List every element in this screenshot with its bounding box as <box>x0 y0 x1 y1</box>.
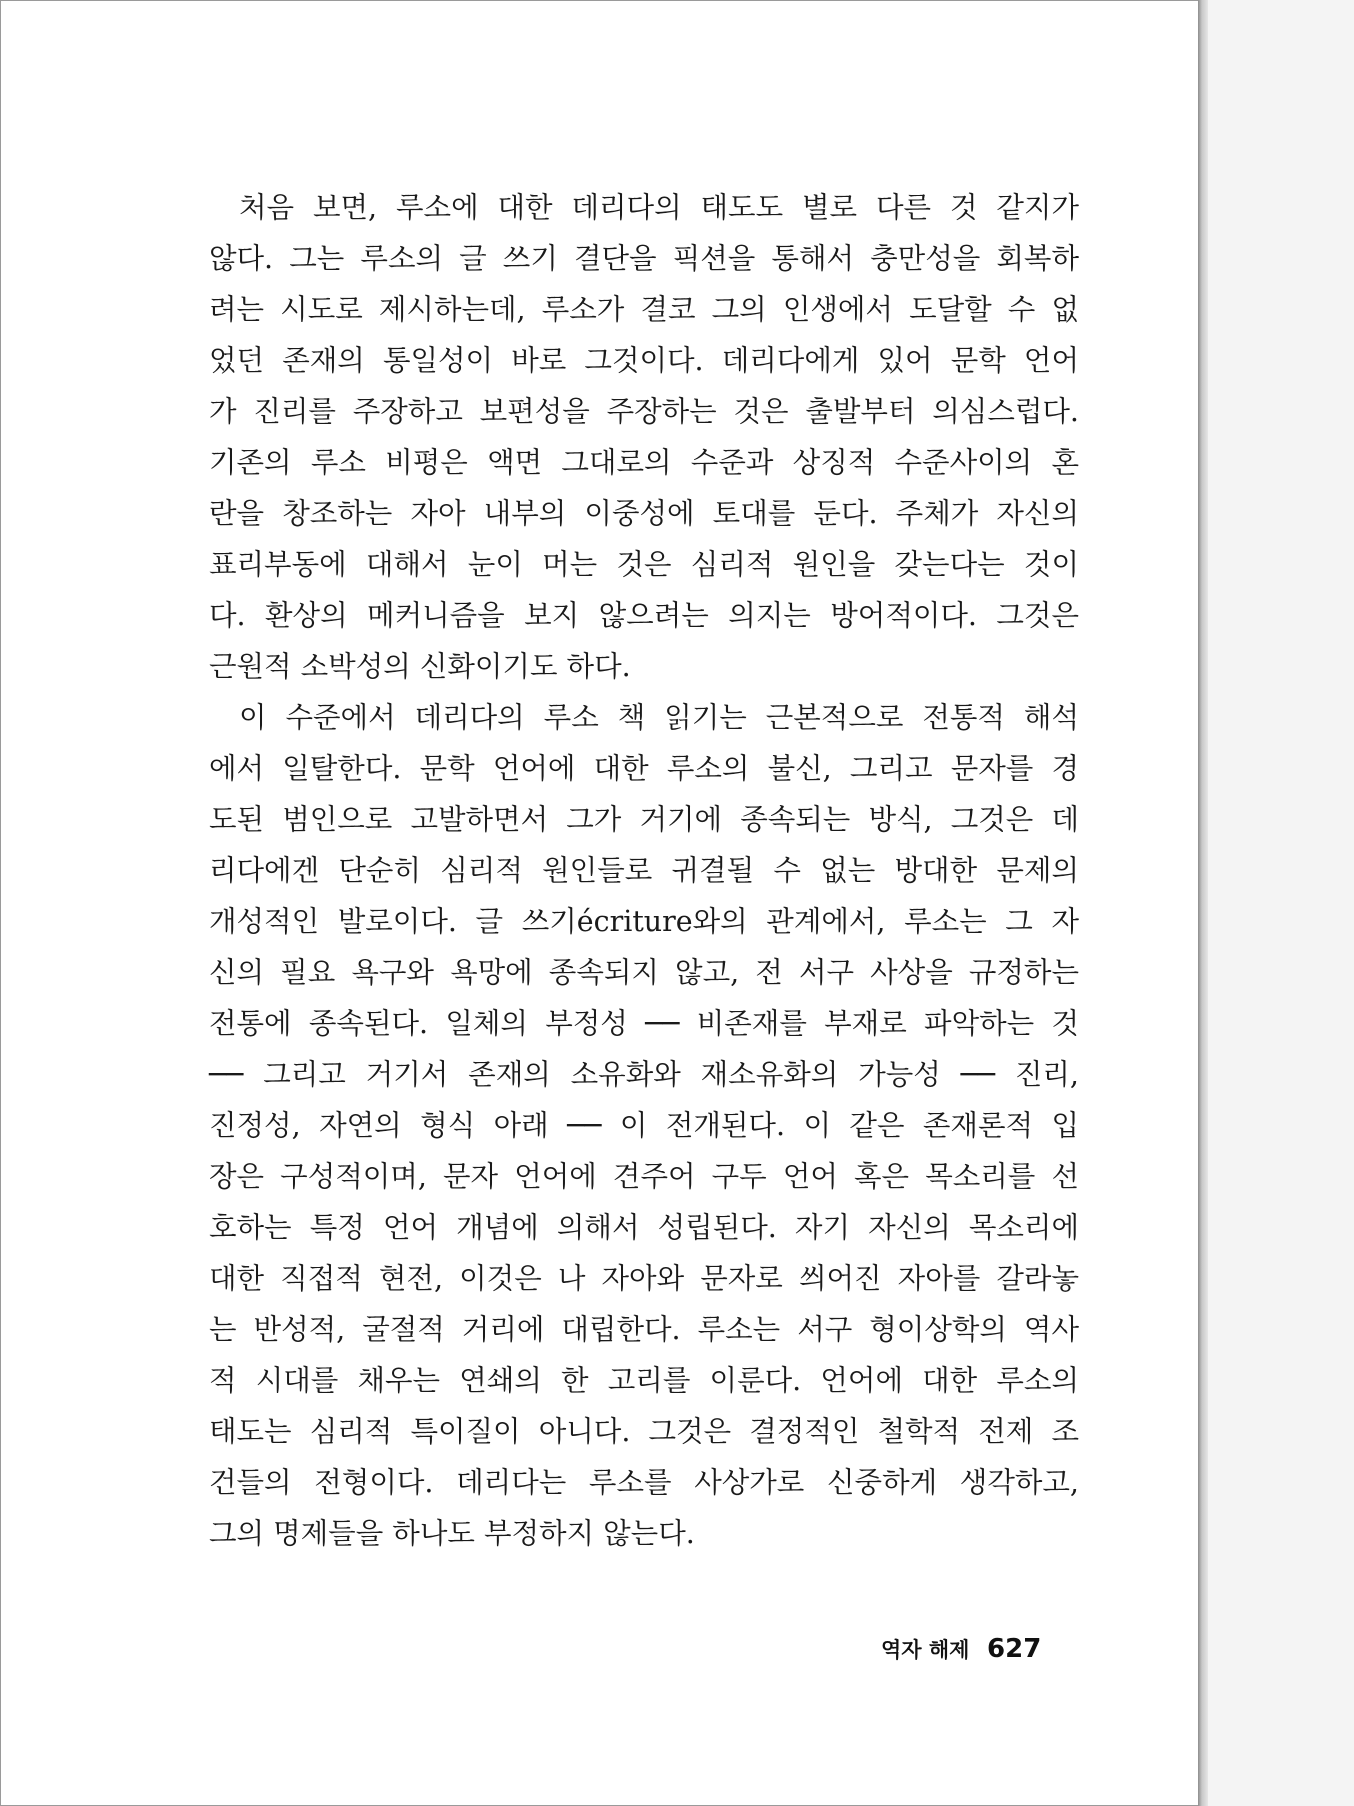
text-line: 리다에겐 단순히 심리적 원인들로 귀결될 수 없는 방대한 문제의 <box>209 854 1079 887</box>
text-line: 적 시대를 채우는 연쇄의 한 고리를 이룬다. 언어에 대한 루소의 <box>209 1364 1079 1397</box>
text-line: 그의 명제들을 하나도 부정하지 않는다. <box>209 1517 695 1550</box>
text-line: 태도는 심리적 특이질이 아니다. 그것은 결정적인 철학적 전제 조 <box>209 1415 1079 1448</box>
text-line: 개성적인 발로이다. 글 쓰기écriture와의 관계에서, 루소는 그 자 <box>209 905 1079 938</box>
text-line: 는 반성적, 굴절적 거리에 대립한다. 루소는 서구 형이상학의 역사 <box>209 1313 1079 1346</box>
text-line: 가 진리를 주장하고 보편성을 주장하는 것은 출발부터 의심스럽다. <box>209 395 1079 428</box>
text-line: 이 수준에서 데리다의 루소 책 읽기는 근본적으로 전통적 해석 <box>239 701 1079 734</box>
text-line: 었던 존재의 통일성이 바로 그것이다. 데리다에게 있어 문학 언어 <box>209 344 1079 377</box>
text-line: 근원적 소박성의 신화이기도 하다. <box>209 650 631 683</box>
text-line: ── 그리고 거기서 존재의 소유화와 재소유화의 가능성 ── 진리, <box>209 1058 1079 1091</box>
running-section-title: 역자 해제 <box>881 1638 970 1662</box>
text-line: 기존의 루소 비평은 액면 그대로의 수준과 상징적 수준사이의 혼 <box>209 446 1079 479</box>
text-line: 장은 구성적이며, 문자 언어에 견주어 구두 언어 혹은 목소리를 선 <box>209 1160 1079 1193</box>
text-line: 다. 환상의 메커니즘을 보지 않으려는 의지는 방어적이다. 그것은 <box>209 599 1079 632</box>
text-line: 호하는 특정 언어 개념에 의해서 성립된다. 자기 자신의 목소리에 <box>209 1211 1079 1244</box>
text-line: 에서 일탈한다. 문학 언어에 대한 루소의 불신, 그리고 문자를 경 <box>209 752 1079 785</box>
text-line: 전통에 종속된다. 일체의 부정성 ── 비존재를 부재로 파악하는 것 <box>209 1007 1079 1040</box>
text-line: 표리부동에 대해서 눈이 머는 것은 심리적 원인을 갖는다는 것이 <box>209 548 1079 581</box>
text-line: 처음 보면, 루소에 대한 데리다의 태도도 별로 다른 것 같지가 <box>239 191 1079 224</box>
paragraph <box>209 188 1079 698</box>
page-edge-shadow <box>1198 0 1208 1806</box>
page-footer <box>881 1634 1041 1664</box>
page-number: 627 <box>987 1634 1042 1664</box>
text-line: 신의 필요 욕구와 욕망에 종속되지 않고, 전 서구 사상을 규정하는 <box>209 956 1079 989</box>
body-text <box>209 188 1079 1565</box>
text-line: 건들의 전형이다. 데리다는 루소를 사상가로 신중하게 생각하고, <box>209 1466 1079 1499</box>
text-line: 진정성, 자연의 형식 아래 ── 이 전개된다. 이 같은 존재론적 입 <box>209 1109 1079 1142</box>
text-line: 않다. 그는 루소의 글 쓰기 결단을 픽션을 통해서 충만성을 회복하 <box>209 242 1079 275</box>
text-line: 려는 시도로 제시하는데, 루소가 결코 그의 인생에서 도달할 수 없 <box>209 293 1079 326</box>
paragraph <box>209 698 1079 1565</box>
text-line: 란을 창조하는 자아 내부의 이중성에 토대를 둔다. 주체가 자신의 <box>209 497 1079 530</box>
text-line: 대한 직접적 현전, 이것은 나 자아와 문자로 씌어진 자아를 갈라놓 <box>209 1262 1079 1295</box>
text-line: 도된 범인으로 고발하면서 그가 거기에 종속되는 방식, 그것은 데 <box>209 803 1079 836</box>
